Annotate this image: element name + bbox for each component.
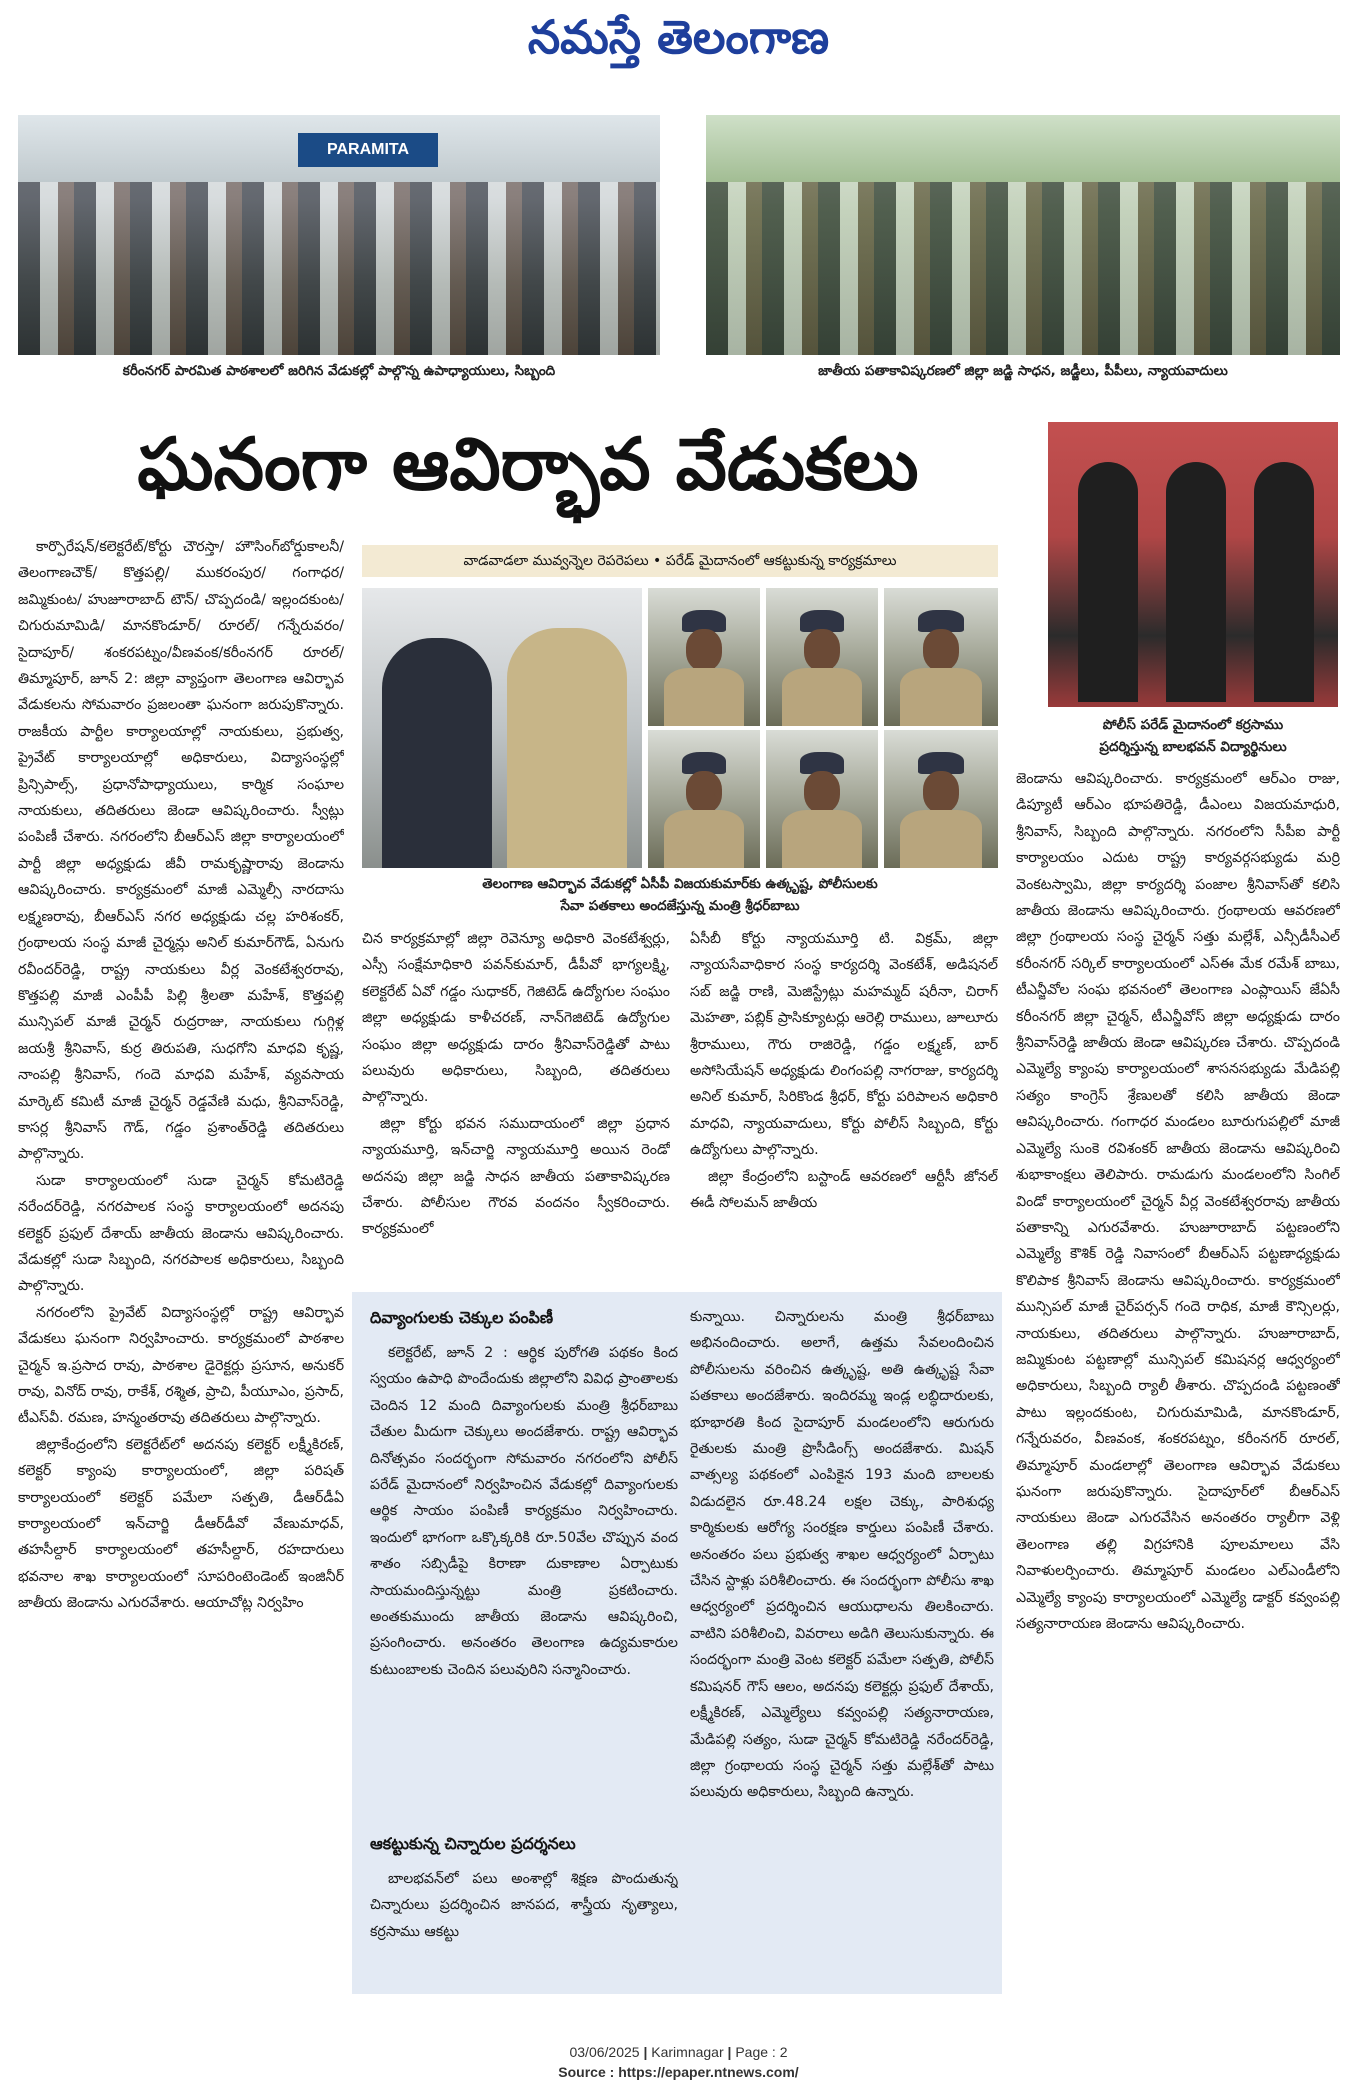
article-column-3 — [690, 926, 998, 1282]
photo-police-2 — [766, 588, 878, 726]
masthead: నమస్తే తెలంగాణ — [527, 10, 830, 64]
footer-date: 03/06/2025 — [569, 2044, 640, 2060]
col3-paragraph: ఏసీబీ కోర్టు న్యాయమూర్తి టి. విక్రమ్, జిల్లా న్యాయసేవాధికార సంస్థ కార్యదర్శి వెంకటేశ్, అడిషనల్ సబ్ జడ్జి రాణి, మెజిస్ట్రేట్లు మహమ్మద్ షరీనా, చిరాగ్ మెహతా, పబ్లిక్ ప్రాసిక్యూటర్లు ఆరెల్లి రాములు, జూలూరు శ్రీరాములు, గౌరు రాజిరెడ్డి, గడ్డం లక్ష్మణ్, బార్ అసోసియేషన్ అధ్యక్షుడు లింగంపల్లి నాగరాజు, కార్యదర్శి అనిల్ కుమార్, సిరికొండ శ్రీధర్, కోర్టు పరిపాలన అధికారి మాధవి, న్యాయవాదులు, కోర్టు పోలీస్ సిబ్బంది, కోర్టు ఉద్యోగులు పాల్గొన్నారు. — [690, 931, 998, 1159]
box-paragraph: కున్నాయి. చిన్నారులను మంత్రి శ్రీధర్‌బాబు అభినందించారు. అలాగే, ఉత్తమ సేవలందించిన పోలీసులను వరించిన ఉత్కృష్ట, అతి ఉత్కృష్ట సేవా పతకాలు అందజేశారు. ఇందిరమ్మ ఇండ్ల లబ్ధిదారులకు, భూభారతి కింద సైదాపూర్ మండలంలోని ఆరుగురు రైతులకు మంత్రి ప్రొసీడింగ్స్ అందజేశారు. మిషన్ వాత్సల్య పథకంలో ఎంపికైన 193 మంది బాలలకు విడుదలైన రూ.48.24 లక్షల చెక్కు, పారిశుధ్య కార్మికులకు ఆరోగ్య సంరక్షణ కార్డులు పంపిణీ చేశారు. అనంతరం పలు ప్రభుత్వ శాఖల ఆధ్వర్యంలో ఏర్పాటు చేసిన స్టాళ్లు పరిశీలించారు. ఈ సందర్భంగా పోలీసు శాఖ ఆధ్వర్యంలో ప్రదర్శించిన ఆయుధాలను తిలకించారు. వాటిని పరిశీలించి, వివరాలు అడిగి తెలుసుకున్నారు. ఈ సందర్భంగా మంత్రి వెంట కలెక్టర్ పమేలా సత్పతి, పోలీస్ కమిషనర్ గౌస్ ఆలం, అదనపు కలెక్టర్లు ప్రఫుల్ దేశాయ్, లక్ష్మీకిరణ్, ఎమ్మెల్యేలు కవ్వంపల్లి సత్యనారాయణ, మేడిపల్లి సత్యం, సుడా చైర్మన్ కోమటిరెడ్డి నరేందర్‌రెడ్డి, జిల్లా గ్రంథాలయ సంస్థ చైర్మన్ సత్తు మల్లేశ్‌తో పాటు పలువురు అధికారులు, సిబ్బంది ఉన్నారు. — [690, 1309, 994, 1801]
caption-court: జాతీయ పతాకావిష్కరణలో జిల్లా జడ్జి సాధన, జడ్జీలు, పీపీలు, న్యాయవాదులు — [818, 363, 1228, 379]
col2-paragraph: జిల్లా కోర్టు భవన సముదాయంలో జిల్లా ప్రధాన న్యాయమూర్తి, ఇన్‌చార్జి న్యాయమూర్తి అయిన రెండో అదనపు జిల్లా జడ్జి సాధన జాతీయ పతాకావిష్కరణ చేశారు. పోలీసుల గౌరవ వందనం స్వీకరించారు. కార్యక్రమంలో — [362, 1115, 670, 1238]
footer-edition: Karimnagar — [651, 2044, 724, 2060]
caption-medal-1: తెలంగాణ ఆవిర్భావ వేడుకల్లో ఏసీపీ విజయకుమార్‌కు ఉత్కృష్ట, పోలీసులకు — [482, 876, 878, 892]
box-left-text-2 — [370, 1866, 678, 1986]
caption-balabhavan-2: ప్రదర్శిస్తున్న బాలభవన్ విద్యార్థినులు — [1099, 739, 1287, 755]
article-column-1 — [18, 534, 344, 1984]
footer-source: Source : https://epaper.ntnews.com/ — [558, 2064, 799, 2080]
box-paragraph: బాలభవన్‌లో పలు అంశాల్లో శిక్షణ పొందుతున్న చిన్నారులు ప్రదర్శించిన జానపద, శాస్త్రీయ నృత్యాలు, కర్రసాము ఆకట్టు — [370, 1871, 678, 1940]
photo-minister-medal — [362, 588, 642, 868]
col3-paragraph: జిల్లా కేంద్రంలోని బస్టాండ్ ఆవరణలో ఆర్టీసీ జోనల్ ఈడీ సోలమన్ జాతీయ — [690, 1168, 998, 1212]
box-heading-cheques: దివ్యాంగులకు చెక్కుల పంపిణీ — [370, 1308, 554, 1327]
photo-police-5 — [766, 730, 878, 868]
col4-paragraph: జెండాను ఆవిష్కరించారు. కార్యక్రమంలో ఆర్‌ఎం రాజు, డిప్యూటీ ఆర్‌ఎం భూపతిరెడ్డి, డీఎంలు విజయమాధురి, శ్రీనివాస్, సిబ్బంది పాల్గొన్నారు. నగరంలోని సీపీఐ పార్టీ కార్యాలయం ఎదుట రాష్ట్ర కార్యవర్గసభ్యుడు మర్రి వెంకటస్వామి, జిల్లా కార్యదర్శి పంజాల శ్రీనివాస్‌తో కలిసి జాతీయ జెండాను ఆవిష్కరించారు. గ్రంథాలయ ఆవరణలో జిల్లా గ్రంథాలయ సంస్థ చైర్మన్ సత్తు మల్లేశ్, ఎన్సీడీసీఎల్ కరీంనగర్ సర్కిల్ కార్యాలయంలో ఎస్‌ఈ మేక రమేశ్ బాబు, టీఎన్జీవోల సంఘ భవనంలో తెలంగాణ ఎంప్లాయిస్ జేఏసీ కరీంనగర్ జిల్లా చైర్మన్, టీఎన్జీవోస్ జిల్లా అధ్యక్షుడు దారం శ్రీనివాస్‌రెడ్డి జాతీయ జెండా ఆవిష్కరణ చేశారు. చొప్పదండి ఎమ్మెల్యే క్యాంపు కార్యాలయంలో శాసనసభ్యుడు మేడిపల్లి సత్యం కాంగ్రెస్ శ్రేణులతో కలిసి జాతీయ జెండా ఆవిష్కరించారు. గంగాధర మండలం బూరుగుపల్లిలో మాజీ ఎమ్మెల్యే సుంకె రవిశంకర్ జాతీయ జెండాను ఆవిష్కరించి శుభాకాంక్షలు తెలిపారు. రామడుగు మండలంలోని సింగిల్ విండో కార్యాలయంలో చైర్మన్ వీర్ల వెంకటేశ్వరరావు జాతీయ పతాకాన్ని ఎగురవేశారు. హుజూరాబాద్ పట్టణంలోని ఎమ్మెల్యే కౌశిక్ రెడ్డి నివాసంలో బీఆర్‌ఎస్ పట్టణాధ్యక్షుడు కొలిపాక శ్రీనివాస్ జెండాను ఆవిష్కరించారు. కార్యక్రమంలో మున్సిపల్ మాజీ చైర్‌పర్సన్ గందె రాధిక, మాజీ కౌన్సిలర్లు, నాయకులు, తదితరులు పాల్గొన్నారు. హుజూరాబాద్, జమ్మికుంట పట్టణాల్లో మున్సిపల్ కమిషనర్ల ఆధ్వర్యంలో అధికారులు, సిబ్బంది ర్యాలీ తీశారు. చొప్పదండి పట్టణంతో పాటు ఇల్లందకుంట, చిగురుమామిడి, మానకొండూర్, గన్నేరువరం, వీణవంక, శంకరపట్నం, కరీంనగర్ రూరల్, తిమ్మాపూర్ మండలాల్లో తెలంగాణ ఆవిర్భావ వేడుకలు ఘనంగా జరుపుకొన్నారు. సైదాపూర్‌లో బీఆర్‌ఎస్ నాయకులు జెండా ఎగురవేసిన అనంతరం ర్యాలీగా వెళ్లి తెలంగాణ తల్లి విగ్రహానికి పూలమాలలు వేసి నివాళులర్పించారు. తిమ్మాపూర్ మండలం ఎల్ఎండీలోని ఎమ్మెల్యే క్యాంపు కార్యాలయంలో ఎమ్మెల్యే డాక్టర్ కవ్వంపల్లి సత్యనారాయణ జెండాను ఆవిష్కరించారు. — [1016, 771, 1340, 1632]
col1-paragraph: కార్పొరేషన్/కలెక్టరేట్/కోర్టు చౌరస్తా/ హౌసింగ్‌బోర్డుకాలనీ/ తెలంగాణచౌక్/ కొత్తపల్లి/ ముకరంపుర/ గంగాధర/ జమ్మికుంట/ హుజూరాబాద్ టౌన్/ చొప్పదండి/ ఇల్లందకుంట/ చిగురుమామిడి/ మానకొండూర్/ రూరల్/ గన్నేరువరం/ సైదాపూర్/ శంకరపట్నం/వీణవంక/కరీంనగర్ రూరల్/ తిమ్మాపూర్, జూన్ 2: జిల్లా వ్యాప్తంగా తెలంగాణ ఆవిర్భావ వేడుకలను సోమవారం ప్రజలంతా ఘనంగా జరుపుకొన్నారు. రాజకీయ పార్టీల కార్యాలయాల్లో నాయకులు, ప్రభుత్వ, ప్రైవేట్ కార్యాలయాల్లో అధికారులు, విద్యాసంస్థల్లో ప్రిన్సిపాల్స్, ప్రధానోపాధ్యాయులు, కార్మిక సంఘాల నాయకులు, తదితరులు జెండా ఆవిష్కరించారు. స్వీట్లు పంపిణీ చేశారు. నగరంలోని బీఆర్‌ఎస్ జిల్లా కార్యాలయంలో పార్టీ జిల్లా అధ్యక్షుడు జీవీ రామకృష్ణారావు జెండాను ఆవిష్కరించారు. కార్యక్రమంలో మాజీ ఎమ్మెల్సీ నారదాసు లక్ష్మణరావు, బీఆర్‌ఎస్ నగర అధ్యక్షుడు చల్ల హరిశంకర్, గ్రంథాలయ సంస్థ మాజీ చైర్మన్లు అనిల్ కుమార్‌గౌడ్, ఏనుగు రవీందర్‌రెడ్డి, రాష్ట్ర నాయకులు వీర్ల వెంకటేశ్వరరావు, కొత్తపల్లి మాజీ ఎంపీపీ పిల్లి శ్రీలతా మహేశ్, కొత్తపల్లి మున్సిపల్ మాజీ చైర్మన్ రుద్రరాజు, నాయకులు గుగ్గిళ్ల జయశ్రీ శ్రీనివాస్, కుర్ర తిరుపతి, సుధగోని మాధవి కృష్ణ, నాంపల్లి శ్రీనివాస్, గందె మాధవి మహేశ్, వ్యవసాయ మార్కెట్ కమిటీ మాజీ చైర్మన్ రెడ్డవేణి మధు, శ్రీనివాస్‌రెడ్డి, కాసర్ల శ్రీనివాస్ గౌడ్, గడ్డం ప్రశాంత్‌రెడ్డి తదితరులు పాల్గొన్నారు. — [18, 539, 344, 1163]
box-heading-children: ఆకట్టుకున్న చిన్నారుల ప్రదర్శనలు — [370, 1834, 576, 1853]
col1-paragraph: నగరంలోని ప్రైవేట్ విద్యాసంస్థల్లో రాష్ట్ర ఆవిర్భావ వేడుకలు ఘనంగా నిర్వహించారు. కార్యక్రమంలో పాఠశాల చైర్మన్ ఇ.ప్రసాద రావు, పాఠశాల డైరెక్టర్లు ప్రసూన, అనుకర్ రావు, వినోద్ రావు, రాకేశ్, రశ్మిత, ప్రాచి, పీయూఎం, ప్రసాద్, టీఎస్‌వీ. రమణ, హన్మంతరావు తదితరులు పాల్గొన్నారు. — [18, 1304, 344, 1427]
footer-page: Page : 2 — [735, 2044, 788, 2060]
photo-police-4 — [648, 730, 760, 868]
subheadline: వాడవాడలా మువ్వన్నెల రెపరెపలు • పరేడ్ మైదానంలో ఆకట్టుకున్న కార్యక్రమాలు — [362, 545, 998, 577]
col1-paragraph: సుడా కార్యాలయంలో సుడా చైర్మన్ కోమటిరెడ్డి నరేందర్‌రెడ్డి, నగరపాలక సంస్థ కార్యాలయంలో అదనపు కలెక్టర్ ప్రఫుల్ దేశాయ్ జాతీయ జెండాను ఆవిష్కరించారు. వేడుకల్లో సుడా సిబ్బంది, నగరపాలక అధికారులు, సిబ్బంది పాల్గొన్నారు. — [18, 1172, 344, 1295]
photo-police-3 — [884, 588, 998, 726]
paramita-sign: PARAMITA — [298, 133, 438, 167]
footer-meta: 03/06/2025 | Karimnagar | Page : 2 — [569, 2044, 788, 2060]
photo-balabhavan-students — [1048, 422, 1338, 707]
box-right-text — [690, 1304, 994, 1986]
box-paragraph: కలెక్టరేట్, జూన్ 2 : ఆర్థిక పురోగతి పథకం కింద స్వయం ఉపాధి పొందేందుకు జిల్లాలోని వివిధ ప్రాంతాలకు చెందిన 12 మంది దివ్యాంగులకు మంత్రి శ్రీధర్‌బాబు చేతుల మీదుగా చెక్కులు అందజేశారు. రాష్ట్ర ఆవిర్భావ దినోత్సవం సందర్భంగా సోమవారం నగరంలోని పోలీస్ పరేడ్ మైదానంలో నిర్వహించిన వేడుకల్లో దివ్యాంగులకు ఆర్థిక సాయం పంపిణీ కార్యక్రమం నిర్వహించారు. ఇందులో భాగంగా ఒక్కొక్కరికి రూ.50వేల చొప్పున వంద శాతం సబ్సిడీపై కిరాణా దుకాణాల ఏర్పాటుకు సాయమందిస్తున్నట్టు మంత్రి ప్రకటించారు. అంతకుముందు జాతీయ జెండాను ఆవిష్కరించి, ప్రసంగించారు. అనంతరం తెలంగాణ ఉద్యమకారుల కుటుంబాలకు చెందిన పలువురిని సన్మానించారు. — [370, 1345, 678, 1678]
article-column-2 — [362, 926, 670, 1282]
caption-balabhavan-1: పోలీస్ పరేడ్ మైదానంలో కర్రసాము — [1102, 717, 1284, 733]
col1-paragraph: జిల్లాకేంద్రంలోని కలెక్టరేట్‌లో అదనపు కలెక్టర్ లక్ష్మీకిరణ్, కలెక్టర్ క్యాంపు కార్యాలయంలో, జిల్లా పరిషత్ కార్యాలయంలో కలెక్టర్ పమేలా సత్పతి, డీఆర్‌డీఏ కార్యాలయంలో ఇన్‌చార్జి డీఆర్‌డీవో వేణుమాధవ్, తహసీల్దార్ కార్యాలయంలో తహసీల్దార్, రహదారులు భవనాల శాఖ కార్యాలయంలో సూపరింటెండెంట్ ఇంజినీర్ జాతీయ జెండాను ఎగురవేశారు. ఆయాచోట్ల నిర్వహిం — [18, 1436, 344, 1612]
box-left-text — [370, 1340, 678, 1826]
caption-paramita: కరీంనగర్ పారమిత పాఠశాలలో జరిగిన వేడుకల్లో పాల్గొన్న ఉపాధ్యాయులు, సిబ్బంది — [122, 363, 556, 379]
caption-medal-2: సేవా పతకాలు అందజేస్తున్న మంత్రి శ్రీధర్‌బాబు — [560, 898, 800, 914]
photo-court-flag — [706, 115, 1340, 355]
photo-paramita-staff — [18, 115, 660, 355]
photo-police-1 — [648, 588, 760, 726]
article-column-4 — [1016, 766, 1340, 1988]
photo-police-6 — [884, 730, 998, 868]
col2-paragraph: చిన కార్యక్రమాల్లో జిల్లా రెవెన్యూ అధికారి వెంకటేశ్వర్లు, ఎస్సీ సంక్షేమాధికారి పవన్‌కుమార్, డీపీవో భాగ్యలక్ష్మి, కలెక్టరేట్ ఏవో గడ్డం సుధాకర్, గెజిటెడ్ ఉద్యోగుల సంఘం జిల్లా అధ్యక్షుడు కాళీచరణ్, నాన్‌గెజిటెడ్ ఉద్యోగుల సంఘం జిల్లా అధ్యక్షుడు దారం శ్రీనివాస్‌రెడ్డితో పాటు పలువురు అధికారులు, సిబ్బంది, తదితరులు పాల్గొన్నారు. — [362, 931, 670, 1106]
headline: ఘనంగా ఆవిర్భావ వేడుకలు — [137, 422, 919, 506]
footer — [0, 2042, 1357, 2082]
